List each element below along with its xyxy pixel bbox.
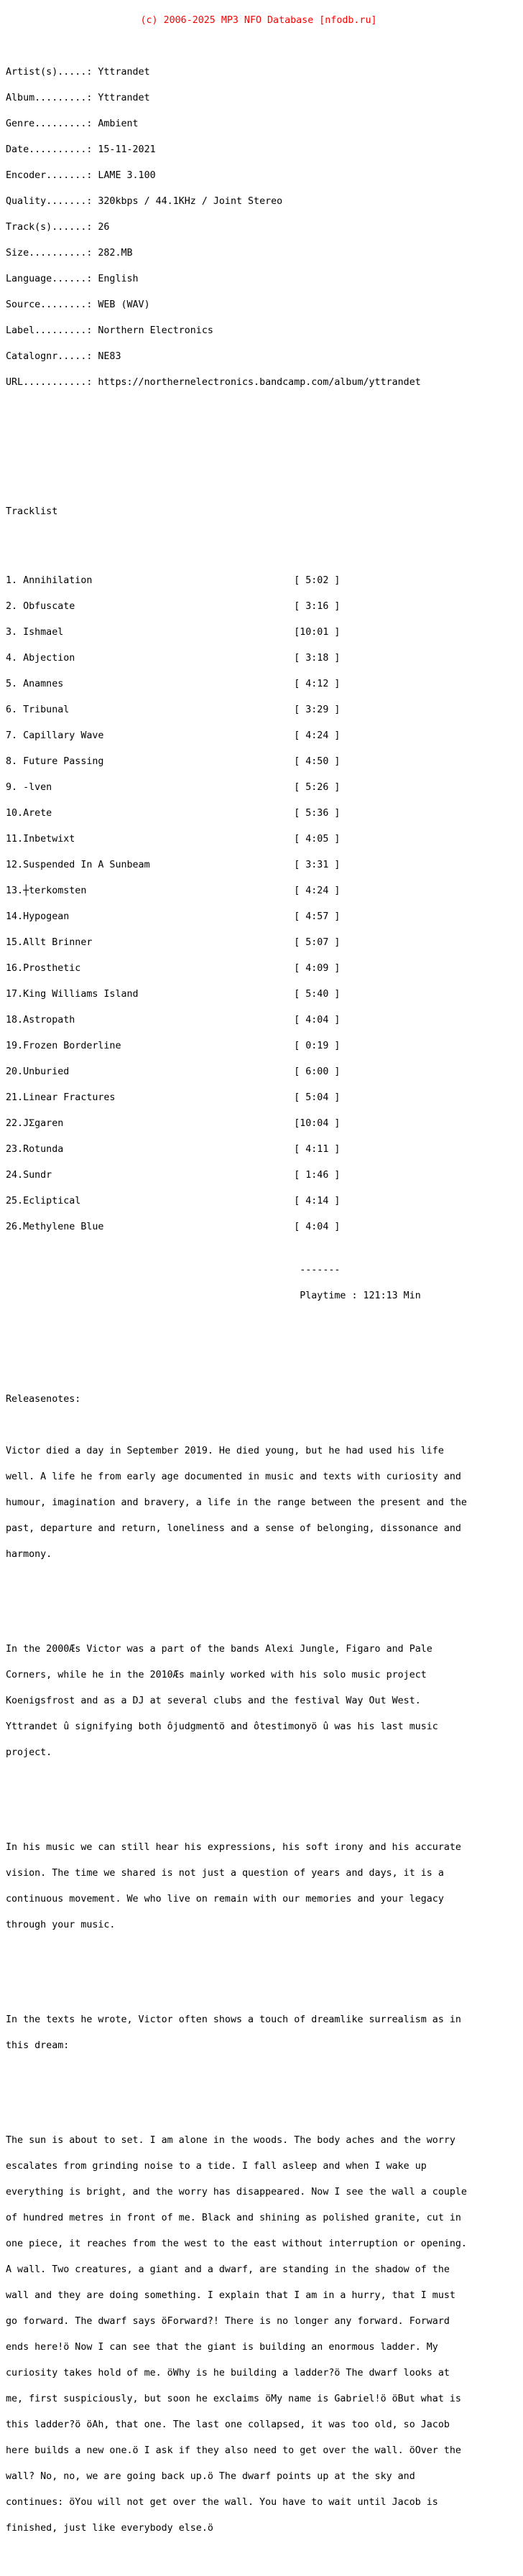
blank-line	[6, 456, 520, 465]
releasenotes	[6, 1378, 520, 2567]
playtime-total: Playtime : 121:13 Min	[6, 1291, 421, 1301]
paragraph-line: continues: öYou will not get over the wall. You have to wait until Jacob is	[6, 2497, 438, 2508]
track-row: 6. Tribunal [ 3:29 ]	[6, 705, 341, 715]
paragraph-line: wall? No, no, we are going back up.ö The dwarf points up at the sky and	[6, 2471, 415, 2482]
track-row: 26.Methylene Blue [ 4:04 ]	[6, 1222, 341, 1232]
paragraph-line: this dream:	[6, 2040, 70, 2051]
paragraph-line: everything is bright, and the worry has disappeared. Now I see the wall a couple	[6, 2187, 467, 2198]
info-size: Size..........: 282.MB	[6, 248, 133, 259]
paragraph-line: ends here!ö Now I can see that the giant is building an enormous ladder. My	[6, 2342, 438, 2353]
track-row: 3. Ishmael [10:01 ]	[6, 627, 341, 638]
track-row: 4. Abjection [ 3:18 ]	[6, 653, 341, 664]
release-info	[6, 51, 520, 404]
track-row: 1. Annihilation [ 5:02 ]	[6, 575, 341, 586]
track-row: 19.Frozen Borderline [ 0:19 ]	[6, 1041, 341, 1051]
track-row: 10.Arete [ 5:36 ]	[6, 808, 341, 819]
track-row: 14.Hypogean [ 4:57 ]	[6, 911, 341, 922]
paragraph-line: The sun is about to set. I am alone in the woods. The body aches and the worry	[6, 2135, 455, 2146]
nfo-document	[6, 0, 520, 2576]
track-row: 5. Anamnes [ 4:12 ]	[6, 679, 341, 689]
track-row: 22.JΣgaren [10:04 ]	[6, 1118, 341, 1129]
track-list	[6, 559, 520, 1249]
track-row: 11.Inbetwixt [ 4:05 ]	[6, 834, 341, 845]
paragraph-line: through your music.	[6, 1920, 116, 1930]
paragraph-line: of hundred metres in front of me. Black and shining as polished granite, cut in	[6, 2213, 461, 2223]
info-source: Source........: WEB (WAV)	[6, 299, 150, 310]
track-row: 24.Sundr [ 1:46 ]	[6, 1170, 341, 1181]
paragraph-line: In the texts he wrote, Victor often shows a touch of dreamlike surrealism as in	[6, 2014, 461, 2025]
paragraph-line: this ladder?ö öAh, that one. The last one collapsed, it was too old, so Jacob	[6, 2419, 450, 2430]
track-row: 15.Allt Brinner [ 5:07 ]	[6, 937, 341, 948]
paragraph-line: Koenigsfrost and as a DJ at several clubs and the festival Way Out West.	[6, 1696, 421, 1706]
info-artist: Artist(s).....: Yttrandet	[6, 67, 150, 78]
track-row: 7. Capillary Wave [ 4:24 ]	[6, 730, 341, 741]
paragraph-line: In the 2000Æs Victor was a part of the bands Alexi Jungle, Figaro and Pale	[6, 1644, 432, 1655]
info-genre: Genre.........: Ambient	[6, 118, 139, 129]
paragraph-line: here builds a new one.ö I ask if they also need to get over the wall. öOver the	[6, 2445, 461, 2456]
blank-line	[6, 1792, 520, 1800]
info-tracks: Track(s)......: 26	[6, 222, 110, 233]
paragraph-line: A wall. Two creatures, a giant and a dwarf, are standing in the shadow of the	[6, 2264, 450, 2275]
blank-line	[6, 1344, 520, 1352]
paragraph-line: project.	[6, 1747, 52, 1758]
releasenotes-paragraph	[6, 1999, 520, 2068]
paragraph-line: curiosity takes hold of me. öWhy is he building a ladder?ö The dwarf looks at	[6, 2368, 450, 2379]
track-row: 8. Future Passing [ 4:50 ]	[6, 756, 341, 767]
playtime-separator: -------	[6, 1265, 341, 1275]
blank-line	[6, 1964, 520, 1973]
info-quality: Quality.......: 320kbps / 44.1KHz / Joint Stereo	[6, 196, 283, 207]
paragraph-line: escalates from grinding noise to a tide. I fall asleep and when I wake up	[6, 2161, 427, 2172]
releasenotes-paragraph	[6, 1628, 520, 1775]
paragraph-line: In his music we can still hear his expressions, his soft irony and his accurate	[6, 1842, 461, 1853]
track-row: 23.Rotunda [ 4:11 ]	[6, 1144, 341, 1155]
info-encoder: Encoder.......: LAME 3.100	[6, 170, 156, 181]
paragraph-line: wall and they are doing something. I explain that I am in a hurry, that I must	[6, 2290, 455, 2301]
paragraph-line: well. A life he from early age documented in music and texts with curiosity and	[6, 1471, 461, 1482]
paragraph-line: Yttrandet û signifying both ôjudgmentö and ôtestimonyö û was his last music	[6, 1721, 438, 1732]
info-label: Label.........: Northern Electronics	[6, 325, 213, 336]
track-row: 2. Obfuscate [ 3:16 ]	[6, 601, 341, 612]
blank-line	[6, 1594, 520, 1602]
info-catalognr: Catalognr.....: NE83	[6, 351, 121, 362]
copyright-line: (c) 2006-2025 MP3 NFO Database [nfodb.ru]	[140, 15, 377, 26]
info-language: Language......: English	[6, 274, 139, 284]
blank-line	[6, 534, 520, 542]
paragraph-line: one piece, it reaches from the west to the east without interruption or opening.	[6, 2238, 467, 2249]
info-url: URL...........: https://northernelectronics.bandcamp.com/album/yttrandet	[6, 377, 421, 388]
blank-line	[6, 430, 520, 439]
paragraph-line: me, first suspiciously, but soon he exclaims öMy name is Gabriel!ö öBut what is	[6, 2394, 461, 2404]
info-date: Date..........: 15-11-2021	[6, 144, 156, 155]
blank-line	[6, 2085, 520, 2093]
paragraph-line: finished, just like everybody else.ö	[6, 2523, 213, 2534]
track-row: 9. -lven [ 5:26 ]	[6, 782, 341, 793]
paragraph-line: humour, imagination and bravery, a life in the range between the present and the	[6, 1497, 467, 1508]
releasenotes-paragraph	[6, 1826, 520, 1947]
paragraph-line: continuous movement. We who live on remain with our memories and your legacy	[6, 1894, 444, 1905]
paragraph-line: harmony.	[6, 1549, 52, 1560]
track-row: 17.King Williams Island [ 5:40 ]	[6, 989, 341, 1000]
track-row: 13.┼terkomsten [ 4:24 ]	[6, 885, 341, 896]
paragraph-line: go forward. The dwarf says öForward?! There is no longer any forward. Forward	[6, 2316, 450, 2327]
releasenotes-paragraph	[6, 2119, 520, 2550]
releasenotes-paragraph	[6, 1430, 520, 1576]
track-row: 12.Suspended In A Sunbeam [ 3:31 ]	[6, 860, 341, 870]
paragraph-line: Corners, while he in the 2010Æs mainly worked with his solo music project	[6, 1670, 427, 1680]
track-row: 16.Prosthetic [ 4:09 ]	[6, 963, 341, 974]
track-row: 25.Ecliptical [ 4:14 ]	[6, 1196, 341, 1206]
info-album: Album.........: Yttrandet	[6, 93, 150, 103]
tracklist-heading: Tracklist	[6, 506, 58, 517]
paragraph-line: Victor died a day in September 2019. He died young, but he had used his life	[6, 1446, 444, 1456]
paragraph-line: vision. The time we shared is not just a question of years and days, it is a	[6, 1868, 444, 1879]
track-row: 21.Linear Fractures [ 5:04 ]	[6, 1092, 341, 1103]
tracklist	[6, 490, 520, 1318]
track-row: 20.Unburied [ 6:00 ]	[6, 1066, 341, 1077]
paragraph-line: past, departure and return, loneliness and a sense of belonging, dissonance and	[6, 1523, 461, 1534]
track-row: 18.Astropath [ 4:04 ]	[6, 1015, 341, 1026]
releasenotes-heading: Releasenotes:	[6, 1394, 81, 1405]
